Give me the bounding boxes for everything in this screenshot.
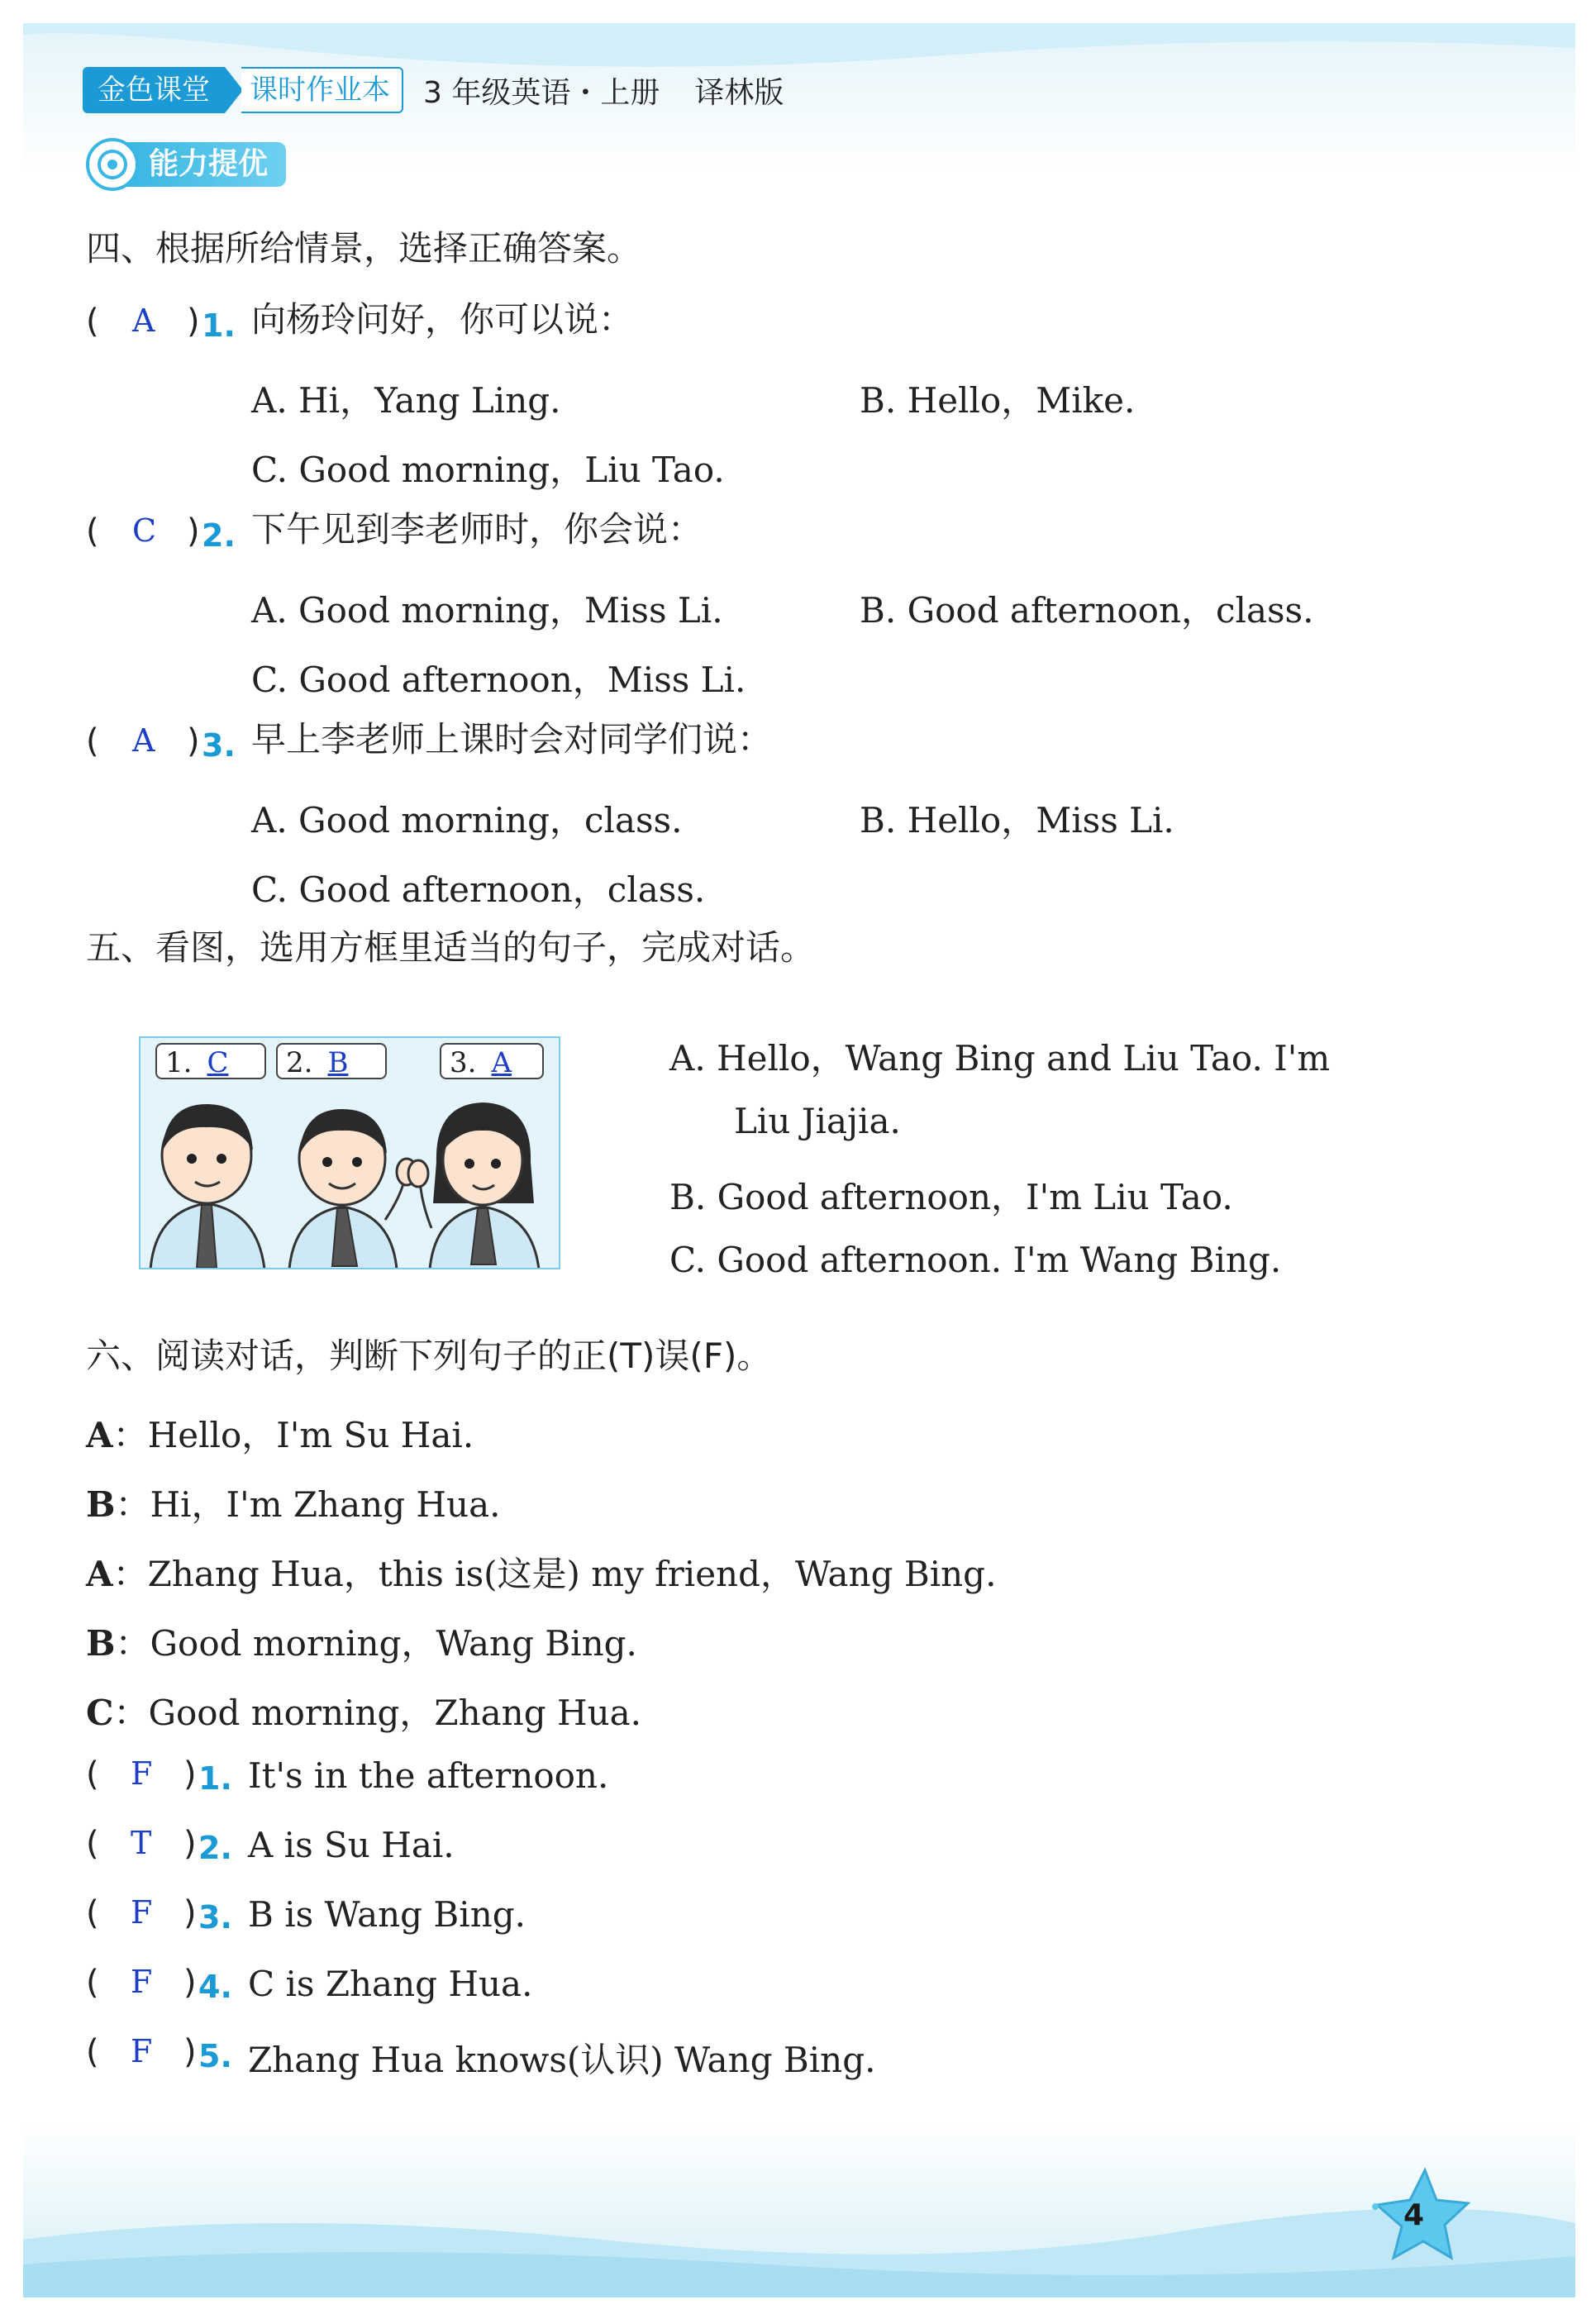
question-number: 3.	[202, 727, 236, 764]
box-option-a-continued: Liu Jiajia.	[734, 1101, 901, 1141]
statement-text: Zhang Hua knows(认识) Wang Bing.	[248, 2040, 876, 2080]
page-header	[83, 64, 784, 116]
target-icon	[86, 138, 139, 191]
dialogue-line	[86, 1617, 637, 1666]
question-number: 2.	[198, 1830, 232, 1866]
answer-paren-close: )	[183, 1755, 197, 1793]
answer-paren-open: (	[86, 302, 99, 340]
dialogue-text: ：Good morning，Wang Bing.	[115, 1623, 637, 1664]
option-b: B. Hello，Mike.	[860, 380, 1136, 421]
answer-value: F	[131, 1755, 153, 1792]
option-c: C. Good afternoon，class.	[251, 869, 706, 910]
bubble-number: 3.	[450, 1046, 477, 1079]
bubble-number: 2.	[286, 1046, 313, 1079]
page-number: 4	[1403, 2198, 1425, 2232]
brand-tag: 金色课堂	[83, 67, 225, 113]
speech-bubble-2	[276, 1043, 387, 1079]
question-number: 5.	[198, 2038, 232, 2074]
answer-value: A	[132, 722, 155, 759]
three-children-illustration	[141, 1079, 559, 1269]
statement-text: It's in the afternoon.	[248, 1755, 609, 1796]
answer-paren-open: (	[86, 722, 99, 760]
box-option-a: A. Hello，Wang Bing and Liu Tao. I'm	[669, 1038, 1331, 1079]
speech-bubble-1	[155, 1043, 266, 1079]
answer-value: T	[131, 1825, 152, 1861]
speaker-label: C	[86, 1693, 114, 1733]
dialogue-line	[86, 1408, 474, 1458]
answer-paren-open: (	[86, 1755, 99, 1793]
option-b: B. Hello，Miss Li.	[860, 800, 1174, 840]
box-option-c: C. Good afternoon. I'm Wang Bing.	[669, 1240, 1282, 1280]
answer-paren-close: )	[183, 1825, 197, 1863]
answer-paren-close: )	[187, 512, 200, 550]
dialogue-text: ：Good morning，Zhang Hua.	[113, 1693, 642, 1733]
answer-paren-open: (	[86, 1894, 99, 1932]
speaker-label: B	[86, 1484, 116, 1525]
answer-value: F	[131, 1964, 153, 2000]
brand-tag-arrow	[225, 67, 243, 113]
section6-heading: 六、阅读对话，判断下列句子的正(T)误(F)。	[86, 1336, 772, 1376]
section4-heading: 四、根据所给情景，选择正确答案。	[86, 228, 642, 269]
question-number: 1.	[198, 1760, 232, 1797]
answer-value: A	[132, 302, 155, 339]
bubble-answer: C	[207, 1046, 229, 1079]
option-c: C. Good morning，Liu Tao.	[251, 450, 725, 490]
answer-paren-open: (	[86, 2033, 99, 2071]
question-number: 3.	[198, 1899, 232, 1936]
answer-paren-close: )	[183, 2033, 197, 2071]
bottom-wave-decoration	[23, 2182, 1575, 2298]
answer-value: F	[131, 2033, 153, 2069]
book-title: 3 年级英语・上册	[423, 75, 660, 110]
bubble-number: 1.	[165, 1046, 193, 1079]
speech-bubble-3	[440, 1043, 544, 1079]
answer-paren-open: (	[86, 1964, 99, 2002]
speaker-label: A	[86, 1554, 113, 1594]
answer-paren-close: )	[183, 1894, 197, 1932]
option-a: A. Good morning，class.	[251, 800, 683, 840]
answer-paren-close: )	[183, 1964, 197, 2002]
speaker-label: A	[86, 1415, 113, 1455]
badge-label: 能力提优	[126, 142, 286, 187]
box-option-b: B. Good afternoon，I'm Liu Tao.	[669, 1177, 1233, 1217]
dialogue-line	[86, 1686, 641, 1736]
answer-paren-open: (	[86, 512, 99, 550]
question-number: 4.	[198, 1969, 232, 2005]
dialogue-line	[86, 1547, 996, 1597]
question-number: 1.	[202, 307, 236, 344]
answer-paren-close: )	[187, 302, 200, 340]
speaker-label: B	[86, 1623, 116, 1664]
boy-2-figure	[289, 1109, 417, 1269]
question-prompt: 下午见到李老师时，你会说：	[251, 509, 703, 550]
bubble-answer: A	[491, 1046, 512, 1079]
dialogue-text: ：Hi，I'm Zhang Hua.	[115, 1484, 501, 1525]
option-c: C. Good afternoon，Miss Li.	[251, 660, 746, 700]
dialogue-text: ：Zhang Hua，this is(这是) my friend，Wang Bing.	[112, 1554, 997, 1594]
dialogue-line	[86, 1478, 501, 1527]
dialogue-text: ：Hello，I'm Su Hai.	[112, 1415, 474, 1455]
dialogue-picture	[139, 1036, 560, 1269]
book-edition: 译林版	[694, 75, 784, 110]
question-prompt: 早上李老师上课时会对同学们说：	[251, 719, 773, 760]
answer-value: C	[132, 512, 157, 549]
section5-heading: 五、看图，选用方框里适当的句子，完成对话。	[86, 927, 816, 968]
boy-1-figure	[150, 1104, 264, 1269]
section-badge	[86, 137, 286, 192]
answer-paren-close: )	[187, 722, 200, 760]
option-b: B. Good afternoon，class.	[860, 590, 1314, 631]
option-a: A. Good morning，Miss Li.	[251, 590, 723, 631]
statement-text: A is Su Hai.	[248, 1825, 455, 1865]
option-a: A. Hi，Yang Ling.	[251, 380, 561, 421]
question-prompt: 向杨玲问好，你可以说：	[251, 299, 634, 340]
bubble-answer: B	[327, 1046, 349, 1079]
statement-text: B is Wang Bing.	[248, 1894, 526, 1935]
answer-paren-open: (	[86, 1825, 99, 1863]
series-tag: 课时作业本	[241, 67, 403, 113]
girl-figure	[408, 1102, 539, 1269]
answer-value: F	[131, 1894, 153, 1931]
statement-text: C is Zhang Hua.	[248, 1964, 533, 2004]
question-number: 2.	[202, 517, 236, 554]
